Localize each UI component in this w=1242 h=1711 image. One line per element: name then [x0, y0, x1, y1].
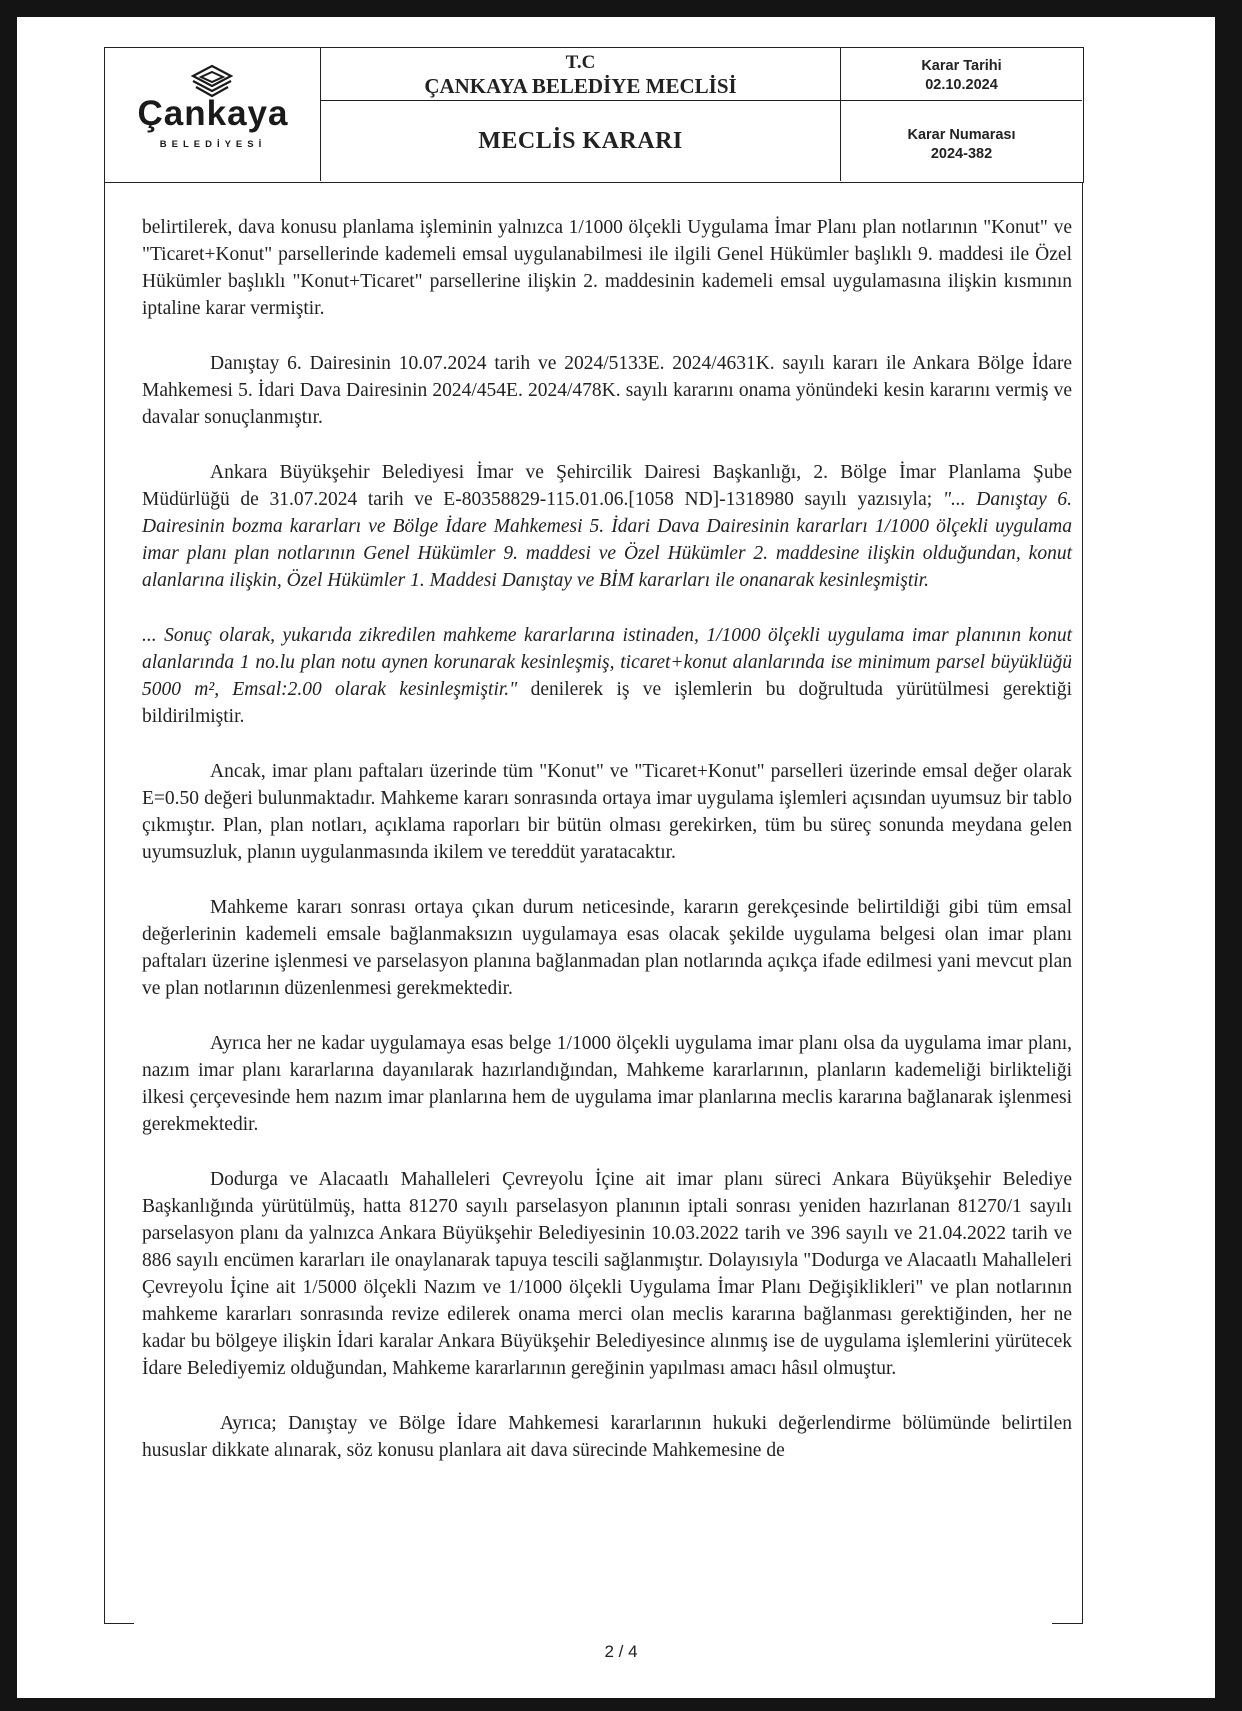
decision-date-value: 02.10.2024	[925, 77, 998, 93]
paragraph-8: Dodurga ve Alacaatlı Mahalleleri Çevreyolu İçine ait imar planı süreci Ankara Büyükşehir Belediye Başkanlığında yürütülmüş, hatta 81270 sayılı parselasyon planının iptali sonrası yeniden hazırlanan 81270/1 sayılı parselasyon planı da yalnızca Ankara Büyükşehir Belediyesinin 10.03.2022 tarih ve 396 sayılı ve 21.04.2022 tarih ve 886 sayılı encümen kararları ile onaylanarak tapuya tescili sağlanmıştır. Dolayısıyla "Dodurga ve Alacaatlı Mahalleleri Çevreyolu İçine ait 1/5000 ölçekli Nazım ve 1/1000 ölçekli Uygulama İmar Planı Değişiklikleri" ve plan notlarının mahkeme kararları sonrasında revize edilerek onama merci olan meclis kararına bağlanması gerektiğinden, her ne kadar bu bölgeye ilişkin İdari karalar Ankara Büyükşehir Belediyesince alınmış ise de uygulama işlemlerini yürütecek İdare Belediyemiz olduğundan, Mahkeme kararlarının gereğinin yapılması amacı hâsıl olmuştur.	[142, 1169, 1072, 1379]
paragraph-4-quote: ... Sonuç olarak, yukarıda zikredilen mahkeme kararlarına istinaden, 1/1000 ölçekli uygulama imar planının konut alanlarında 1 no.lu plan notu aynen korunarak kesinleşmiş, ticaret+konut alanlarında ise minimum parsel büyüklüğü 5000 m², Emsal:2.00 olarak kesinleşmiştir."	[142, 625, 1072, 700]
decision-date-label: Karar Tarihi	[921, 58, 1002, 74]
paragraph-3-text: Ankara Büyükşehir Belediyesi İmar ve Şehircilik Dairesi Başkanlığı, 2. Bölge İmar Planlama Şube Müdürlüğü de 31.07.2024 tarih ve E-80358829-115.01.06.[1058 ND]-1318980 sayılı yazısıyla;	[142, 462, 1072, 510]
paragraph-9: Ayrıca; Danıştay ve Bölge İdare Mahkemesi kararlarının hukuki değerlendirme bölümünde belirtilen hususlar dikkate alınarak, söz konusu planlara ait dava sürecinde Mahkemesine de	[142, 1413, 1072, 1461]
page-number: 2 / 4	[604, 1642, 638, 1661]
decision-header	[104, 47, 1084, 183]
decision-number-value: 2024-382	[930, 146, 993, 162]
paragraph-2: Danıştay 6. Dairesinin 10.07.2024 tarih ve 2024/5133E. 2024/4631K. sayılı kararı ile Ankara Bölge İdare Mahkemesi 5. İdari Dava Dairesinin 2024/454E. 2024/478K. sayılı kararını onama yönündeki kesin kararını vermiş ve davalar sonuçlanmıştır.	[142, 353, 1072, 428]
logo-wordmark: Çankaya	[137, 94, 289, 133]
paragraph-4-text: denilerek iş ve işlemlerin bu doğrultuda yürütülmesi gerektiği bildirilmiştir.	[142, 679, 1072, 727]
paragraph-6: Mahkeme kararı sonrası ortaya çıkan durum neticesinde, kararın gerekçesinde belirtildiği gibi tüm emsal değerlerinin kademeli emsale bağlanmaksızın uygulamaya esas olacak şekilde uygulama belgesi olan imar planı paftaları üzerine işlenmesi ve parselasyon planına bağlanmadan plan notlarında açıkça ifade edilmesi yani mevcut plan ve plan notlarının düzenlenmesi gerekmektedir.	[142, 897, 1072, 999]
frame-right-border	[1082, 183, 1083, 1624]
decision-meta	[841, 48, 1082, 181]
frame-bottom-left	[104, 1623, 134, 1624]
frame-left-border	[104, 183, 105, 1624]
paragraph-3	[142, 459, 1072, 594]
paragraph-7: Ayrıca her ne kadar uygulamaya esas belge 1/1000 ölçekli uygulama imar planı olsa da uygulama imar planı, nazım imar planı kararlarına dayanılarak hazırlandığından, Mahkeme kararlarının, planların kademeliği birlikteliği ilkesi çerçevesinde hem nazım imar planlarına hem de uygulama imar planlarına meclis kararına bağlanarak işlenmesi gerekmektedir.	[142, 1033, 1072, 1135]
document-body	[142, 214, 1072, 1464]
council-cell	[321, 48, 841, 181]
document-type: MECLİS KARARI	[478, 127, 683, 154]
paragraph-4	[142, 622, 1072, 730]
decision-number-box	[841, 101, 1082, 181]
council-title	[321, 48, 840, 101]
paragraph-5: Ancak, imar planı paftaları üzerinde tüm "Konut" ve "Ticaret+Konut" parselleri üzerinde emsal değer olarak E=0.50 değeri bulunmaktadır. Mahkeme kararı sonrasında ortaya imar uygulama işlemleri açısından uyumsuz bir tablo çıkmıştır. Plan, plan notları, açıklama raporları bir bütün olması gerekirken, tüm bu süreç sonunda meydana gelen uyumsuzluk, planın uygulanmasında ikilem ve tereddüt yaratacaktır.	[142, 761, 1072, 863]
council-name: ÇANKAYA BELEDİYE MECLİSİ	[424, 74, 737, 98]
logo-cell	[105, 48, 321, 181]
paragraph-3-quote: "... Danıştay 6. Dairesinin bozma kararları ve Bölge İdare Mahkemesi 5. İdari Dava Dairesinin kararları 1/1000 ölçekli uygulama imar planı plan notlarının Genel Hükümler 9. maddesi ve Özel Hükümler 2. maddesine ilişkin olduğundan, konut alanlarına ilişkin, Özel Hükümler 1. Maddesi Danıştay ve BİM kararları ile onanarak kesinleşmiştir.	[142, 489, 1072, 591]
decision-date-box	[841, 48, 1082, 101]
frame-bottom-right	[1052, 1623, 1083, 1624]
decision-number-label: Karar Numarası	[907, 127, 1016, 143]
paragraph-1: belirtilerek, dava konusu planlama işleminin yalnızca 1/1000 ölçekli Uygulama İmar Planı plan notlarının "Konut" ve "Ticaret+Konut" parsellerinde kademeli emsal uygulanabilmesi ile ilgili Genel Hükümler başlıklı 9. maddesi ile Özel Hükümler başlıklı "Konut+Ticaret" parsellerine ilişkin 2. maddesinin kademeli emsal uygulamasına ilişkin kısmının iptaline karar vermiştir.	[142, 217, 1072, 319]
logo-subtitle: BELEDİYESİ	[159, 139, 267, 150]
tc-label: T.C	[565, 52, 596, 73]
cankaya-logo-icon	[187, 64, 237, 98]
